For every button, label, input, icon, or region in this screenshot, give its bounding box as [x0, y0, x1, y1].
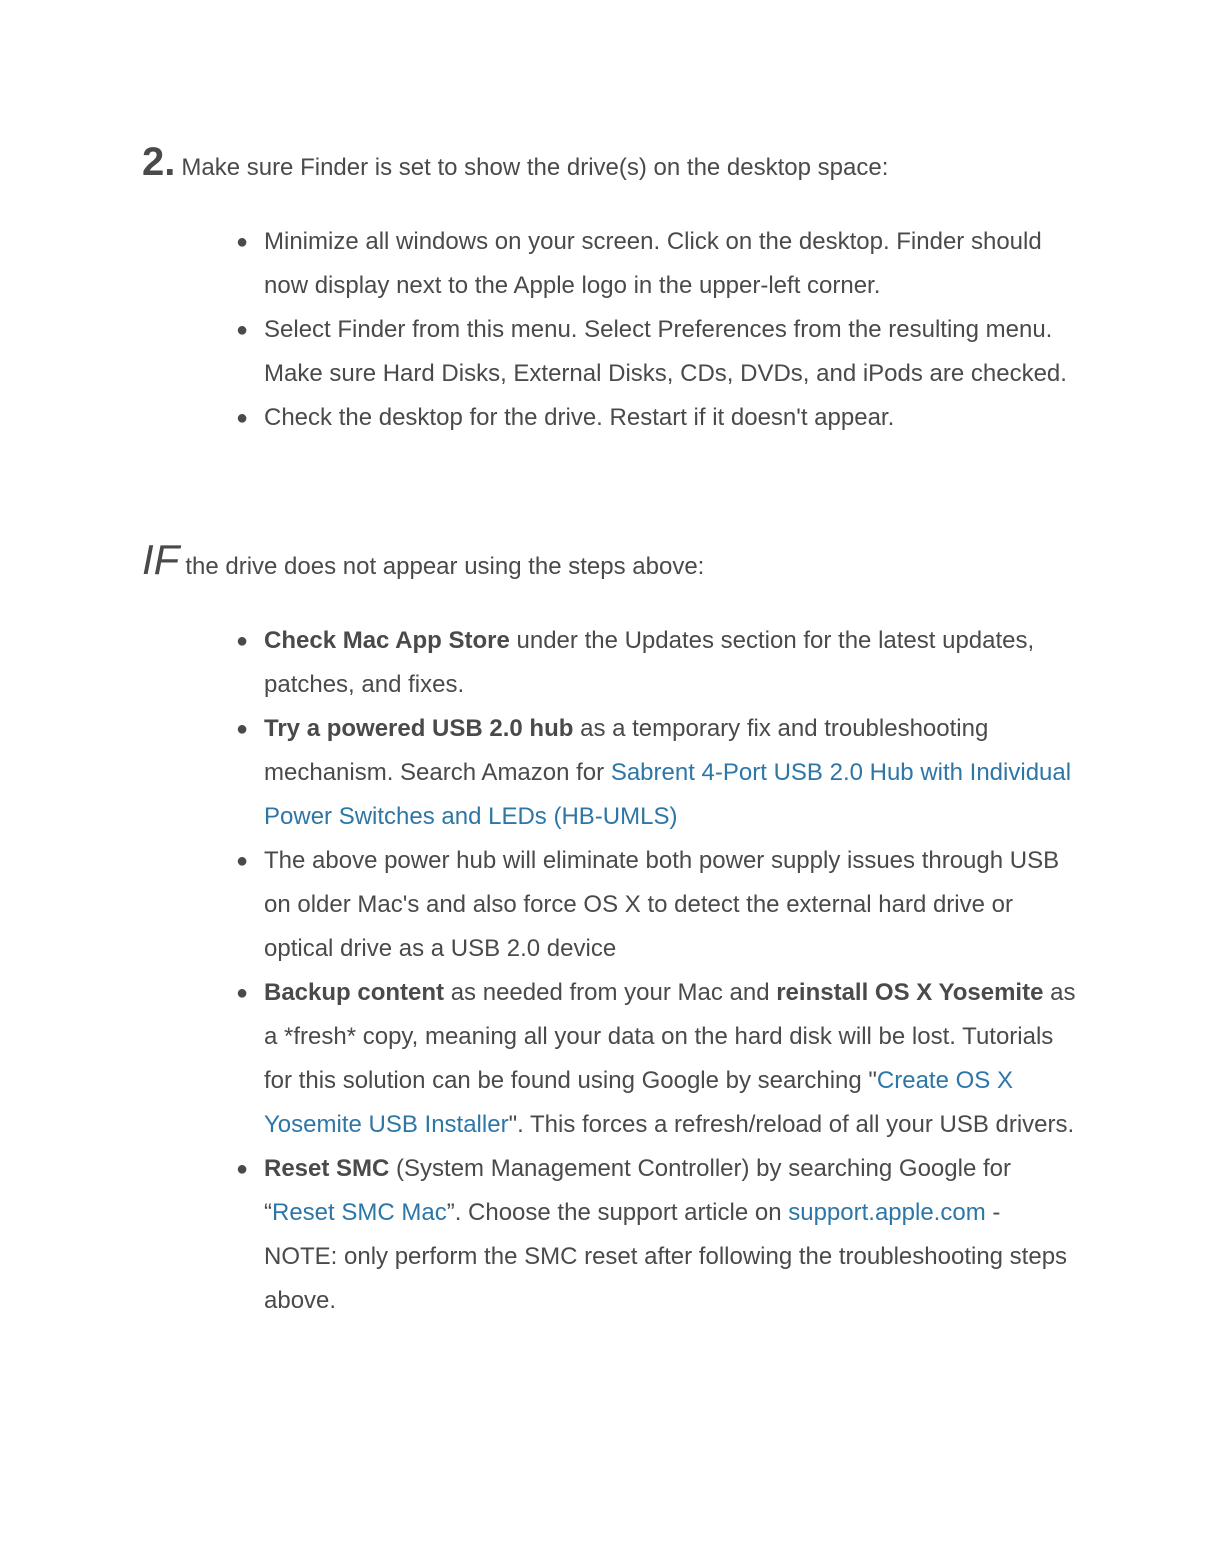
list-item-text: as a *fresh* copy, meaning all your data on the hard disk will be lost. Tutorials for this solution can be found using Google by searching ": [264, 979, 1076, 1094]
bullet-icon: ●: [236, 1158, 249, 1180]
list-item-text: as needed from your Mac and: [444, 979, 777, 1006]
fallback-heading: [142, 536, 704, 584]
bullet-icon: ●: [236, 407, 249, 429]
bold-text: reinstall OS X Yosemite: [776, 979, 1044, 1006]
bullet-icon: ●: [236, 630, 249, 652]
list-item: [236, 1147, 1076, 1323]
finder-steps-list: [236, 220, 1076, 440]
list-item-text: ". This forces a refresh/reload of all your USB drivers.: [508, 1111, 1075, 1138]
step-2-heading: [142, 140, 888, 185]
if-word: IF: [142, 536, 180, 583]
bullet-icon: ●: [236, 718, 249, 740]
bold-text: Try a powered USB 2.0 hub: [264, 715, 574, 742]
list-item-text: as a temporary fix and troubleshooting mechanism. Search Amazon for: [264, 715, 989, 786]
fallback-steps-list: [236, 619, 1076, 1323]
bullet-icon: ●: [236, 850, 249, 872]
list-item-text: - NOTE: only perform the SMC reset after following the troubleshooting steps above.: [264, 1199, 1068, 1314]
step-number: 2.: [142, 140, 176, 184]
list-item-text: (System Management Controller) by searching Google for “: [264, 1155, 1011, 1226]
bold-text: Backup content: [264, 979, 445, 1006]
fallback-heading-text: the drive does not appear using the steps above:: [185, 553, 705, 580]
list-item: [236, 619, 1076, 707]
step-2-heading-text: Make sure Finder is set to show the drive(s) on the desktop space:: [181, 154, 889, 181]
list-item: [236, 971, 1076, 1147]
list-item: [236, 220, 1076, 308]
apple-support-link[interactable]: support.apple.com: [788, 1199, 986, 1226]
reset-smc-link[interactable]: Reset SMC Mac: [272, 1199, 447, 1226]
bold-text: Check Mac App Store: [264, 627, 510, 654]
list-item-text: ”. Choose the support article on: [446, 1199, 789, 1226]
sabrent-hub-link[interactable]: Sabrent 4-Port USB 2.0 Hub with Individual Power Switches and LEDs (HB-UMLS): [264, 759, 1072, 830]
list-item-text: Minimize all windows on your screen. Click on the desktop. Finder should now display next to the Apple logo in the upper-left corner.: [264, 228, 1042, 299]
yosemite-installer-link[interactable]: Create OS X Yosemite USB Installer: [264, 1067, 1013, 1138]
list-item-text: under the Updates section for the latest updates, patches, and fixes.: [264, 627, 1035, 698]
bullet-icon: ●: [236, 982, 249, 1004]
list-item: [236, 707, 1076, 839]
list-item-text: The above power hub will eliminate both power supply issues through USB on older Mac's and also force OS X to detect the external hard drive or optical drive as a USB 2.0 device: [264, 847, 1060, 962]
bullet-icon: ●: [236, 231, 249, 253]
list-item: [236, 396, 1076, 440]
list-item: [236, 839, 1076, 971]
bullet-icon: ●: [236, 319, 249, 341]
list-item: [236, 308, 1076, 396]
list-item-text: Select Finder from this menu. Select Preferences from the resulting menu. Make sure Hard Disks, External Disks, CDs, DVDs, and iPods are checked.: [264, 316, 1067, 387]
bold-text: Reset SMC: [264, 1155, 390, 1182]
list-item-text: Check the desktop for the drive. Restart if it doesn't appear.: [264, 404, 895, 431]
